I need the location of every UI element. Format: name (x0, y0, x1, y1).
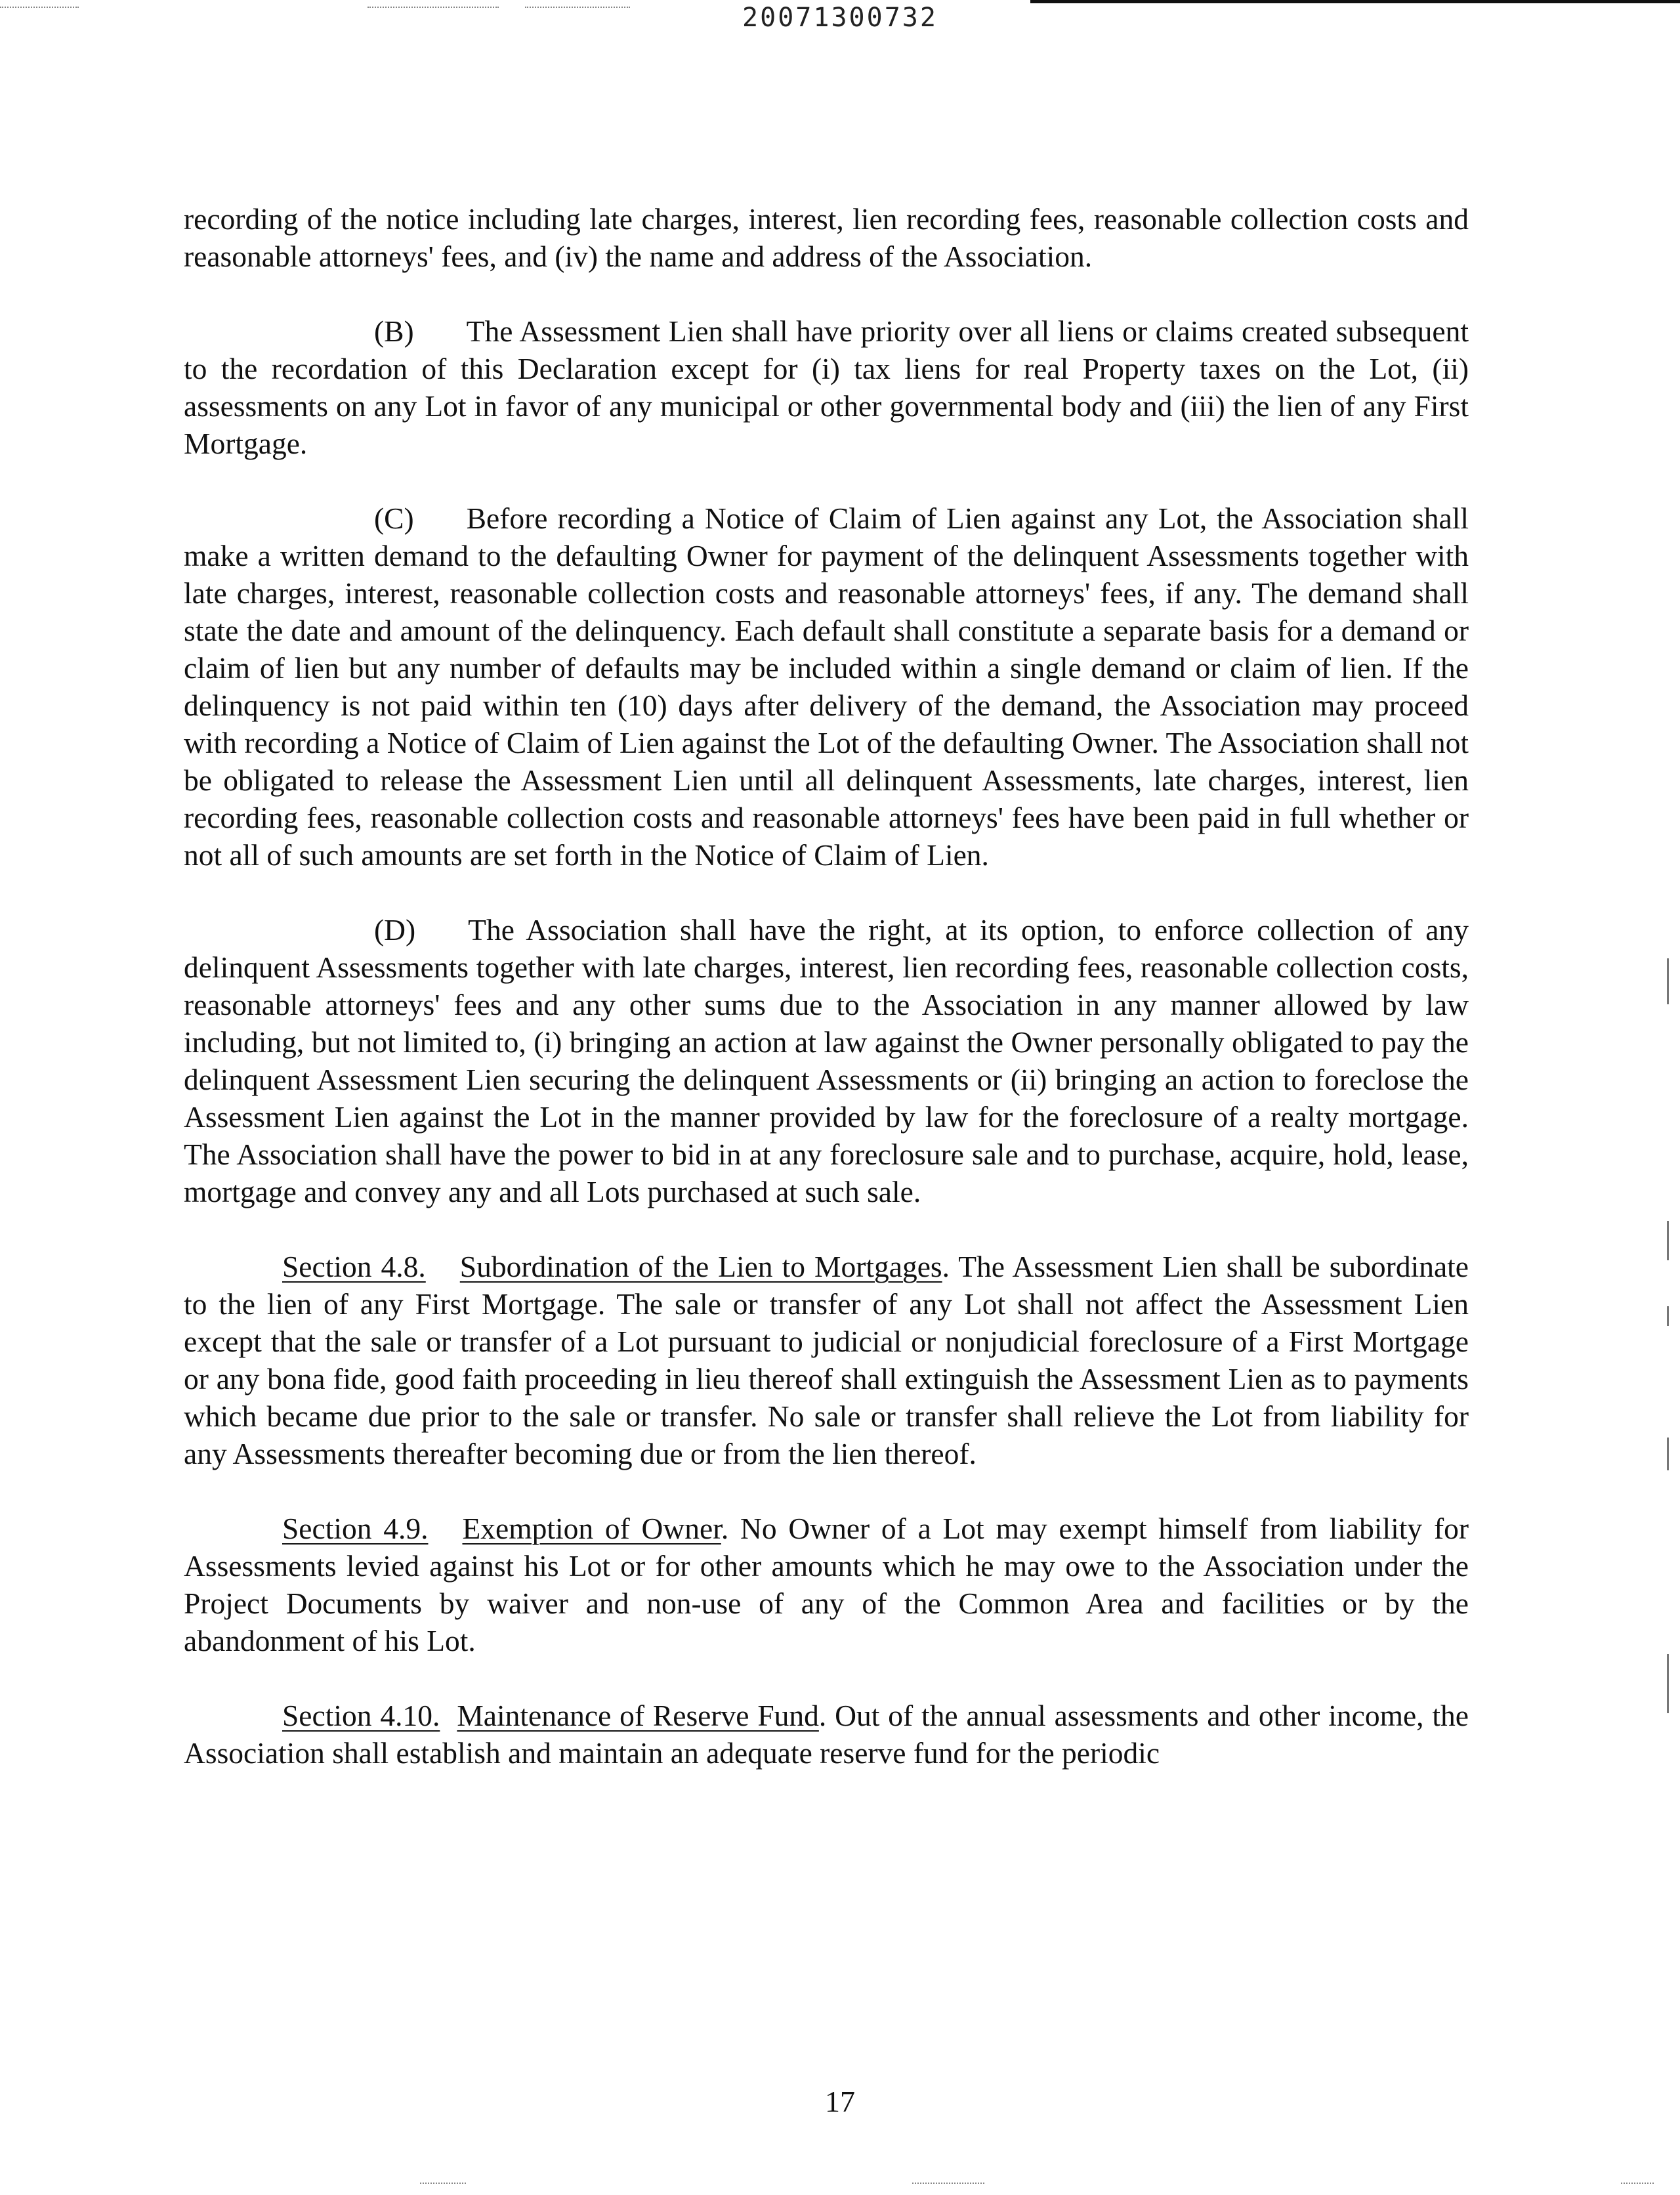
paragraph-d-label: (D) (374, 913, 416, 947)
section-4-8-number: Section 4.8. (282, 1250, 426, 1283)
paragraph-c-text: Before recording a Notice of Claim of Lien against any Lot, the Association shall make a written demand to the defaulting Owner for payment of the delinquent Assessments together with late charges, interest, reasonable collection costs and reasonable attorneys' fees, if any. The demand shall state the date and amount of the delinquency. Each default shall constitute a separate basis for a demand or claim of lien but any number of defaults may be included within a single demand or claim of lien. If the delinquency is not paid within ten (10) days after delivery of the demand, the Association may proceed with recording a Notice of Claim of Lien against the Lot of the defaulting Owner. The Association shall not be obligated to release the Assessment Lien until all delinquent Assessments, late charges, interest, lien recording fees, reasonable collection costs and reasonable attorneys' fees have been paid in full whether or not all of such amounts are set forth in the Notice of Claim of Lien. (184, 501, 1469, 872)
paragraph-continuation: recording of the notice including late charges, interest, lien recording fees, reasonable collection costs and reasonable attorneys' fees, and (iv) the name and address of the Association. (184, 202, 1469, 273)
paragraph-c (184, 500, 1469, 874)
scan-artifact-bottom-left (420, 2183, 466, 2185)
section-4-10-text: . Out of the annual assessments and other income, the Association shall establish and maintain an adequate reserve fund for the periodic (184, 1699, 1469, 1770)
scan-edge-mark-5 (1667, 1654, 1669, 1713)
page-number: 17 (825, 2085, 855, 2118)
paragraph-b-text: The Assessment Lien shall have priority over all liens or claims created subsequent to the recordation of this Declaration except for (i) tax liens for real Property taxes on the Lot, (ii) assessments on any Lot in favor of any municipal or other governmental body and (iii) the lien of any First Mortgage. (184, 314, 1469, 460)
paragraph-d (184, 911, 1469, 1210)
section-4-9-number: Section 4.9. (282, 1512, 429, 1545)
scan-artifact-bottom-mid (912, 2183, 984, 2185)
scan-artifact-bottom-right (1621, 2183, 1654, 2185)
scan-edge-mark-4 (1667, 1438, 1669, 1470)
scan-edge-mark-3 (1667, 1306, 1669, 1326)
section-4-8-text: . The Assessment Lien shall be subordinate to the lien of any First Mortgage. The sale or transfer of any Lot shall not affect the Assessment Lien except that the sale or transfer of a Lot pursuant to judicial or nonjudicial foreclosure of a First Mortgage or any bona fide, good faith proceeding in lieu thereof shall extinguish the Assessment Lien as to payments which became due prior to the sale or transfer. No sale or transfer shall relieve the Lot from liability for any Assessments thereafter becoming due or from the lien thereof. (184, 1250, 1469, 1470)
paragraph-c-label: (C) (374, 501, 414, 535)
paragraph-b-label: (B) (374, 314, 414, 348)
document-body (184, 200, 1469, 1809)
section-4-9-text: . No Owner of a Lot may exempt himself from liability for Assessments levied against his Lot or for other amounts which he may owe to the Association under the Project Documents by waiver and non-use of any of the Common Area and facilities or by the abandonment of his Lot. (184, 1512, 1469, 1657)
section-4-10-title: Maintenance of Reserve Fund (457, 1699, 819, 1732)
section-4-9 (184, 1510, 1469, 1659)
scan-edge-mark-1 (1667, 958, 1669, 1004)
document-number: 20071300732 (742, 3, 938, 33)
paragraph-b (184, 312, 1469, 462)
paragraph-d-text: The Association shall have the right, at its option, to enforce collection of any delinquent Assessments together with late charges, interest, lien recording fees, reasonable collection costs, reasonable attorneys' fees and any other sums due to the Association in any manner allowed by law including, but not limited to, (i) bringing an action at law against the Owner personally obligated to pay the delinquent Assessment Lien securing the delinquent Assessments or (ii) bringing an action to foreclose the Assessment Lien against the Lot in the manner provided by law for the foreclosure of a realty mortgage. The Association shall have the power to bid in at any foreclosure sale and to purchase, acquire, hold, lease, mortgage and convey any and all Lots purchased at such sale. (184, 913, 1469, 1208)
section-4-8-title: Subordination of the Lien to Mortgages (459, 1250, 942, 1283)
section-4-8 (184, 1248, 1469, 1472)
section-4-9-title: Exemption of Owner (462, 1512, 721, 1545)
section-4-10 (184, 1697, 1469, 1772)
scan-edge-mark-2 (1667, 1221, 1669, 1260)
section-4-10-number: Section 4.10. (282, 1699, 440, 1732)
